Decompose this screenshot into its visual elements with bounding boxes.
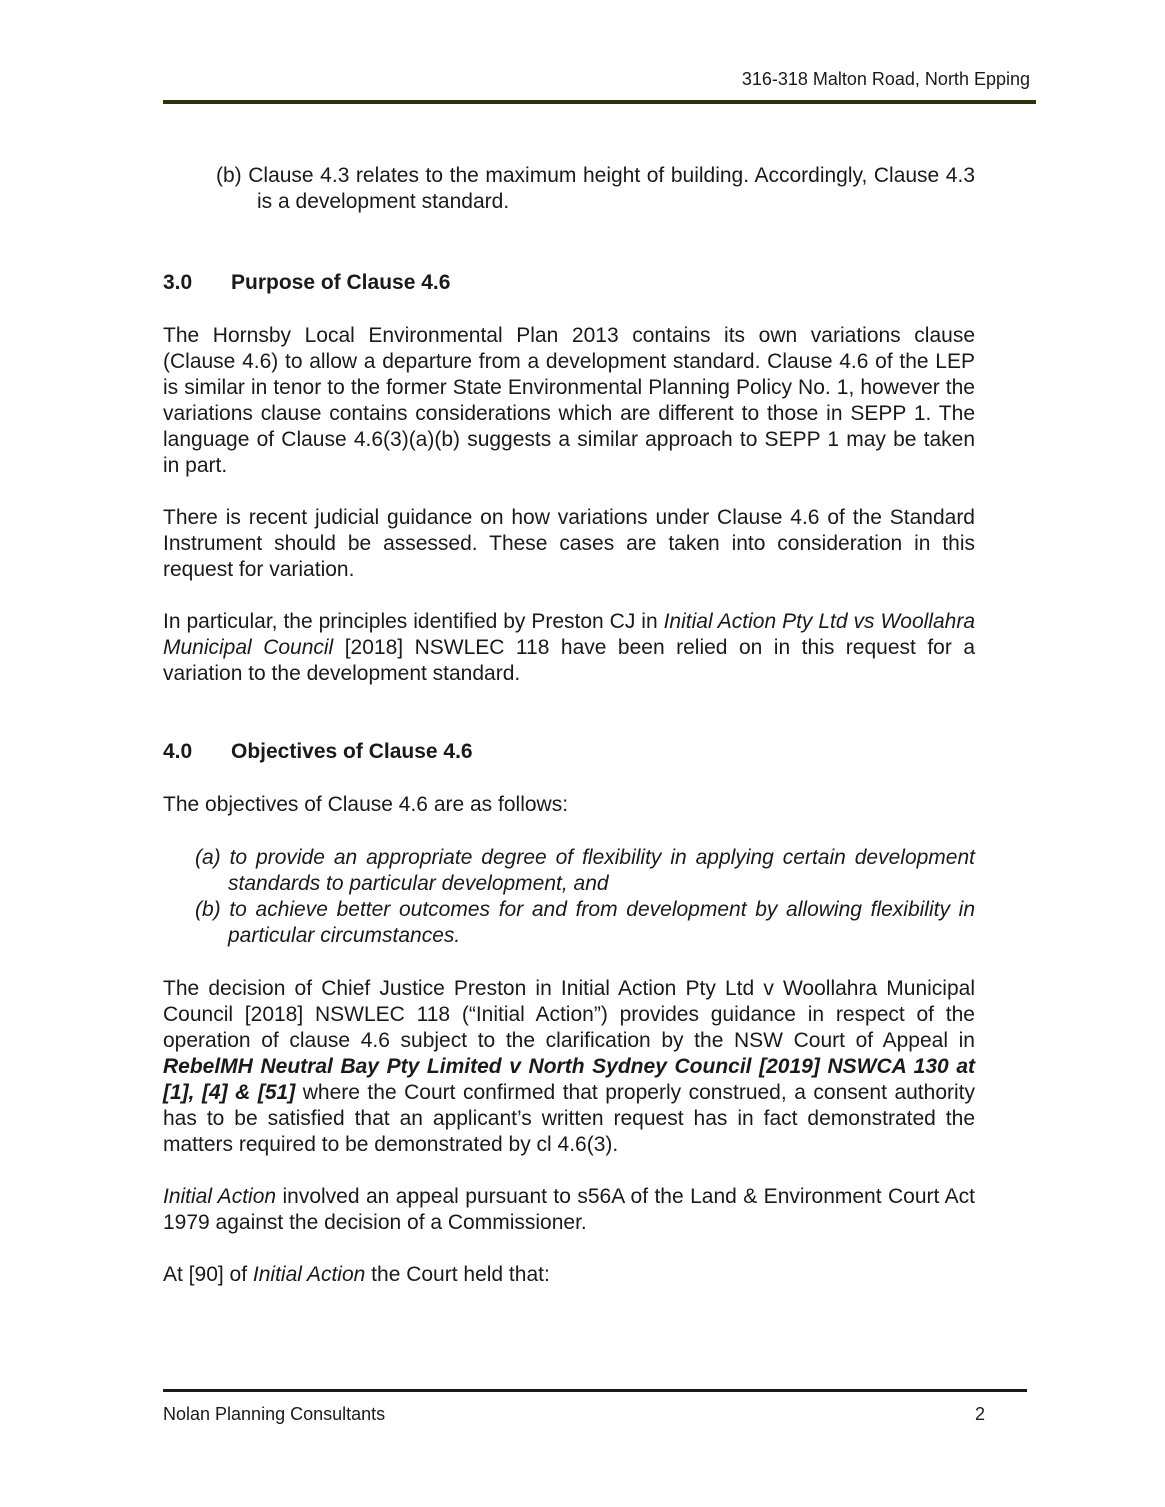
section-4-number: 4.0	[163, 740, 193, 763]
paragraph-purpose: The Hornsby Local Environmental Plan 2013 contains its own variations clause (Clause 4.6) to allow a departure from a development standard. Clause 4.6 of the LEP is similar in tenor to the former State Environmental Planning Policy No. 1, however the variations clause contains considerations which are different to those in SEPP 1. The language of Clause 4.6(3)(a)(b) suggests a similar approach to SEPP 1 may be taken in part.	[163, 324, 975, 477]
paragraph-court-held	[163, 1262, 975, 1288]
case-name-italic: Initial Action	[252, 1263, 366, 1286]
paragraph-appeal	[163, 1184, 975, 1236]
document-body	[163, 163, 975, 1288]
case-citation-bold: RebelMH Neutral Bay Pty Limited v North Sydney Council [2019] NSWCA 130 at [1], [4] & [51]	[163, 1055, 975, 1104]
paragraph-judicial-guidance: There is recent judicial guidance on how variations under Clause 4.6 of the Standard Instrument should be assessed. These cases are taken into consideration in this request for variation.	[163, 506, 975, 581]
paragraph-text: The decision of Chief Justice Preston in Initial Action Pty Ltd v Woollahra Municipal Council [2018] NSWLEC 118 (“Initial Action”) provides guidance in respect of the operation of clause 4.6 subject to the clarification by the NSW Court of Appeal in	[163, 977, 975, 1052]
section-3-heading	[163, 270, 975, 296]
paragraph-text: involved an appeal pursuant to s56A of the Land & Environment Court Act 1979 against the decision of a Commissioner.	[163, 1185, 975, 1234]
header-rule	[163, 100, 1036, 104]
paragraph-text: the Court held that:	[365, 1263, 550, 1286]
objective-b: (b) to achieve better outcomes for and from development by allowing flexibility in particular circumstances.	[195, 898, 975, 947]
section-3-title: Purpose of Clause 4.6	[231, 271, 451, 294]
paragraph-preston-decision	[163, 976, 975, 1158]
case-name-italic: Initial Action	[163, 1185, 277, 1208]
paragraph-text: In particular, the principles identified by Preston CJ in	[163, 610, 664, 633]
case-name-italic: Initial Action Pty Ltd vs Woollahra Municipal Council	[163, 610, 976, 659]
paragraph-text: where the Court confirmed that properly construed, a consent authority has to be satisfied that an applicant’s written request has in fact demonstrated the matters required to be demonstrated by cl 4.6(3).	[163, 1081, 975, 1156]
clause-item-b: (b) Clause 4.3 relates to the maximum height of building. Accordingly, Clause 4.3 is a development standard.	[216, 164, 975, 213]
footer-page-number: 2	[975, 1404, 986, 1424]
paragraph-objectives-intro: The objectives of Clause 4.6 are as follows:	[163, 793, 569, 816]
header-address: 316-318 Malton Road, North Epping	[741, 69, 1030, 89]
footer-rule	[163, 1389, 1027, 1392]
paragraph-text: [2018] NSWLEC 118 have been relied on in this request for a variation to the development standard.	[163, 636, 976, 685]
objective-a: (a) to provide an appropriate degree of flexibility in applying certain development standards to particular development, and	[195, 846, 975, 895]
paragraph-preston-principles	[163, 609, 975, 687]
section-4-heading	[163, 739, 975, 765]
section-3-number: 3.0	[163, 271, 193, 294]
paragraph-text: At [90] of	[163, 1263, 253, 1286]
section-4-title: Objectives of Clause 4.6	[231, 740, 473, 763]
footer-company: Nolan Planning Consultants	[163, 1404, 386, 1424]
